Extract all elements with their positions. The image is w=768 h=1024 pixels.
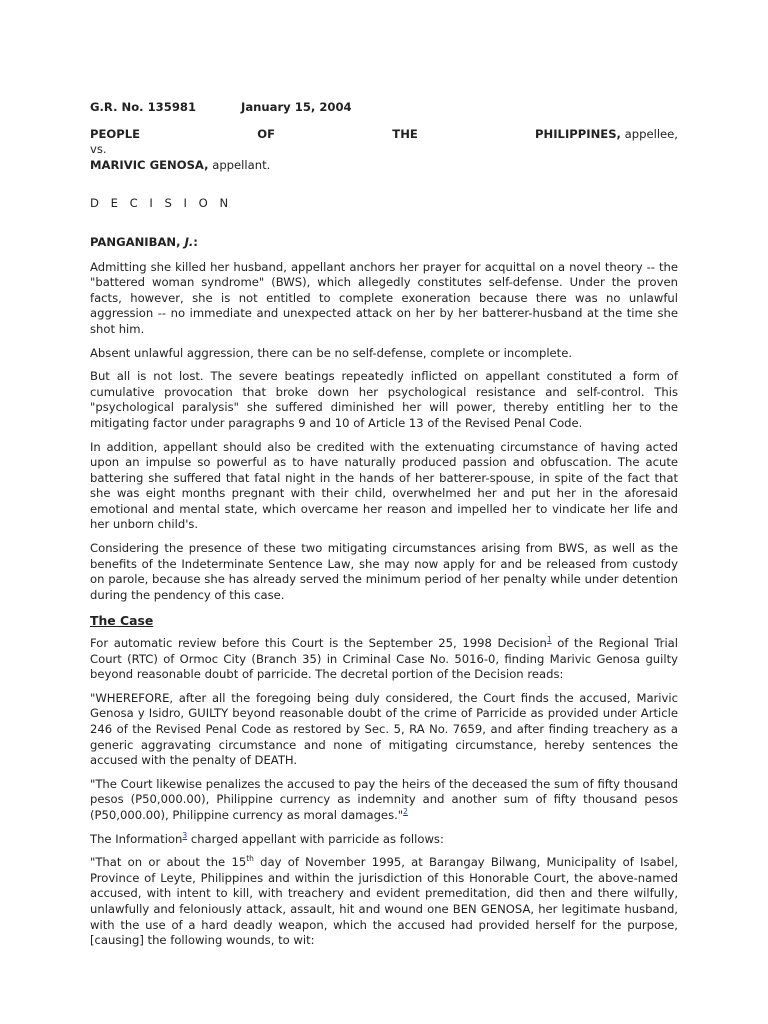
versus-label: vs. xyxy=(90,142,107,157)
case-p5-text-b: day of November 1995, at Barangay Bilwang, Municipality of Isabel, Province of Leyte, Philippines and within the jurisdiction of this Honorable Court, the above-named accused, with intent to kill, with treachery and evident premeditation, did then and there wilfully, unlawfully and feloniously attack, assault, hit and wound one BEN GENOSA, her legitimate husband, with the use of a hard deadly weapon, which the accused had provided herself for the purpose, [causing] the following wounds, to wit: xyxy=(90,855,679,948)
footnote-link-2[interactable]: 2 xyxy=(403,807,408,817)
party-people: PEOPLE xyxy=(90,126,141,141)
ponente-name: PANGANIBAN, xyxy=(90,234,181,249)
ordinal-suffix: th xyxy=(246,854,254,864)
case-p1-text-a: For automatic review before this Court is the September 25, 1998 Decision xyxy=(90,636,547,651)
party-philippines-group xyxy=(535,127,678,143)
appellant-label: appellant. xyxy=(208,157,271,172)
case-p4-text-a: The Information xyxy=(90,831,183,846)
accused-line xyxy=(90,158,678,174)
party-of: OF xyxy=(257,126,276,141)
paragraph-1: Admitting she killed her husband, appellant anchors her prayer for acquittal on a novel theory -- the "battered woman syndrome" (BWS), which allegedly constitutes self-defense. Under the proven facts, however, she is not entitled to complete exoneration because there was no unlawful aggression -- no immediate and unexpected attack on her by her batterer-husband at the time she shot him. xyxy=(90,259,678,336)
party-appellee-label: appellee, xyxy=(620,126,678,141)
case-paragraph-4 xyxy=(90,832,678,848)
case-paragraph-2: "WHEREFORE, after all the foregoing being duly considered, the Court finds the accused, Marivic Genosa y Isidro, GUILTY beyond reasonable doubt of the crime of Parricide as provided under Article 246 of the Revised Penal Code as restored by Sec. 5, RA No. 7659, and after finding treachery as a generic aggravating circumstance and none of mitigating circumstance, hereby sentences the accused with the penalty of DEATH. xyxy=(90,690,678,768)
paragraph-4: In addition, appellant should also be credited with the extenuating circumstance of having acted upon an impulse so powerful as to have naturally produced passion and obfuscation. The acute battering she suffered that fatal night in the hands of her batterer-spouse, in spite of the fact that she was eight months pregnant with their child, overwhelmed her and put her in the aforesaid emotional and mental state, which overcame her reason and impelled her to vindicate her life and her unborn child's. xyxy=(90,439,678,532)
decision-title: D E C I S I O N xyxy=(90,196,233,211)
ponente-colon: : xyxy=(193,234,198,249)
paragraph-3: But all is not lost. The severe beatings repeatedly inflicted on appellant constituted a form of cumulative provocation that broke down her psychological resistance and self-control. This "psychological paralysis" she suffered diminished her will power, thereby entitling her to the mitigating factor under paragraphs 9 and 10 of Article 13 of the Revised Penal Code. xyxy=(90,369,678,430)
footnote-link-3[interactable]: 3 xyxy=(182,830,188,840)
paragraph-2: Absent unlawful aggression, there can be no self-defense, complete or incomplete. xyxy=(90,345,573,360)
parties-line xyxy=(90,127,678,143)
case-header xyxy=(90,100,678,116)
party-the: THE xyxy=(392,126,418,141)
case-number: G.R. No. 135981 xyxy=(90,100,197,114)
ponente xyxy=(90,235,678,251)
case-p5-text-a: "That on or about the 15 xyxy=(90,855,247,870)
footnote-link-1[interactable]: 1 xyxy=(546,635,552,645)
party-philippines: PHILIPPINES, xyxy=(535,126,621,141)
case-paragraph-3 xyxy=(90,777,678,824)
paragraph-5: Considering the presence of these two mitigating circumstances arising from BWS, as well as the benefits of the Indeterminate Sentence Law, she may now apply for and be released from custody on parole, because she has already served the minimum period of her penalty while under detention during the pendency of this case. xyxy=(90,541,678,602)
case-p3-text: "The Court likewise penalizes the accused to pay the heirs of the deceased the sum of fifty thousand pesos (P50,000.00), Philippine currency as indemnity and another sum of fifty thousand pesos (P50,000.00), Philippine currency as moral damages." xyxy=(90,776,678,822)
case-date: January 15, 2004 xyxy=(241,100,352,114)
case-p4-text-b: charged appellant with parricide as follows: xyxy=(187,831,444,846)
section-heading-the-case: The Case xyxy=(90,613,154,629)
case-paragraph-1 xyxy=(90,636,678,683)
accused-name: MARIVIC GENOSA, xyxy=(90,157,209,172)
case-p1-text-b: of the Regional Trial Court (RTC) of Ormoc City (Branch 35) in Criminal Case No. 5016-0, finding Marivic Genosa guilty beyond reasonable doubt of parricide. The decretal portion of the Decision reads: xyxy=(90,636,678,682)
case-paragraph-5 xyxy=(90,855,678,949)
decision-content xyxy=(90,100,678,957)
ponente-suffix: J. xyxy=(184,234,194,249)
